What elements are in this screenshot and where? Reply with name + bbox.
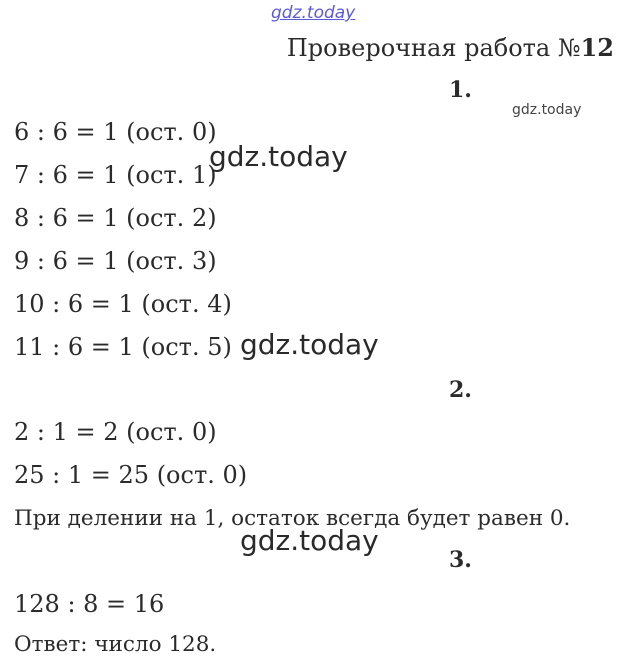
task-1-line-6: 11 : 6 = 1 (ост. 5): [14, 333, 232, 361]
page-title: [287, 33, 614, 63]
task-1-line-5: 10 : 6 = 1 (ост. 4): [14, 290, 232, 318]
task-2-number: 2.: [449, 377, 472, 403]
task-1-line-2: 7 : 6 = 1 (ост. 1): [14, 161, 217, 189]
watermark-top: gdz.today: [271, 3, 356, 23]
watermark-2: gdz.today: [240, 328, 379, 361]
page-title-text: Проверочная работа №: [286, 34, 581, 62]
watermark-3: gdz.today: [240, 524, 379, 557]
task-1-line-4: 9 : 6 = 1 (ост. 3): [14, 247, 217, 275]
task-1-line-1: 6 : 6 = 1 (ост. 0): [14, 118, 217, 146]
watermark-small: gdz.today: [512, 102, 582, 118]
task-3-number: 3.: [449, 547, 472, 573]
task-3-line-1: 128 : 8 = 16: [14, 590, 165, 618]
task-2-line-1: 2 : 1 = 2 (ост. 0): [14, 418, 217, 446]
task-1-number: 1.: [449, 77, 472, 103]
task-3-line-2: Ответ: число 128.: [14, 632, 217, 657]
page-title-number: 12: [580, 33, 614, 62]
task-2-line-3: При делении на 1, остаток всегда будет равен 0.: [14, 506, 571, 531]
watermark-1: gdz.today: [209, 140, 348, 173]
task-2-line-2: 25 : 1 = 25 (ост. 0): [14, 461, 248, 489]
task-1-line-3: 8 : 6 = 1 (ост. 2): [14, 204, 217, 232]
